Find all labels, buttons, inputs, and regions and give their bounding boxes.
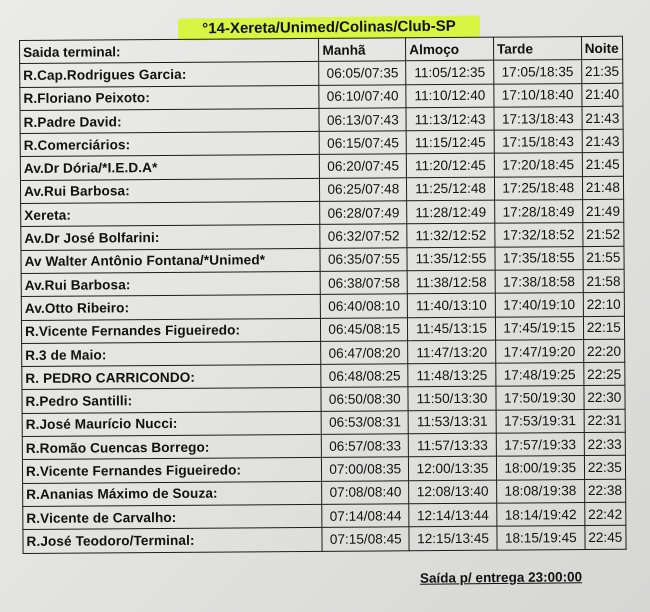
- tarde-times: 17:50/19:30: [496, 386, 584, 410]
- noite-time: 21:49: [582, 199, 624, 223]
- noite-time: 22:25: [583, 362, 625, 386]
- stop-name: R.Floriano Peixoto:: [20, 85, 320, 110]
- noite-time: 22:45: [585, 526, 627, 550]
- noite-time: 22:30: [584, 386, 626, 410]
- tarde-times: 17:45/19:15: [495, 316, 583, 340]
- tarde-times: 18:08/19:38: [496, 479, 584, 503]
- tarde-times: 17:10/18:40: [494, 83, 582, 107]
- tarde-times: 17:53/19:31: [496, 409, 584, 433]
- delivery-departure-note: Saída p/ entrega 23:00:00: [419, 569, 583, 586]
- tarde-times: 18:15/19:45: [497, 526, 585, 550]
- noite-time: 21:35: [581, 60, 623, 84]
- manha-times: 06:15/07:45: [320, 131, 407, 155]
- almoco-times: 11:48/13:25: [408, 363, 496, 387]
- noite-time: 22:38: [584, 479, 626, 503]
- almoco-times: 12:14/13:44: [409, 503, 497, 527]
- almoco-times: 11:40/13:10: [407, 293, 495, 317]
- stop-name: R.Romão Cuencas Borrego:: [22, 434, 322, 459]
- manha-times: 06:53/08:31: [322, 411, 409, 435]
- almoco-times: 11:50/13:30: [408, 387, 496, 411]
- stop-name: R.Padre David:: [20, 108, 320, 133]
- stop-name: Av.Otto Ribeiro:: [21, 295, 321, 320]
- manha-times: 06:48/08:25: [321, 364, 408, 388]
- noite-time: 21:43: [582, 106, 624, 130]
- tarde-times: 18:00/19:35: [496, 456, 584, 480]
- tarde-times: 17:47/19:20: [495, 339, 583, 363]
- manha-times: 06:05/07:35: [319, 61, 406, 85]
- stop-name: R.José Teodoro/Terminal:: [23, 528, 323, 553]
- manha-times: 07:14/08:44: [322, 504, 409, 528]
- stop-name: Av.Dr Dória/*I.E.D.A*: [20, 155, 320, 180]
- noite-time: 22:31: [584, 409, 626, 433]
- header-manha: Manhã: [319, 38, 406, 62]
- noite-time: 21:52: [582, 223, 624, 247]
- stop-name: Av.Rui Barbosa:: [20, 178, 320, 203]
- stop-name: R.Pedro Santilli:: [22, 388, 322, 413]
- tarde-times: 17:38/18:58: [495, 270, 583, 294]
- manha-times: 06:35/07:55: [320, 247, 407, 271]
- tarde-times: 18:14/19:42: [497, 503, 585, 527]
- tarde-times: 17:48/19:25: [496, 363, 584, 387]
- stop-name: Xereta:: [21, 201, 321, 226]
- manha-times: 06:38/07:58: [321, 271, 408, 295]
- manha-times: 07:15/08:45: [322, 527, 409, 551]
- almoco-times: 11:20/12:45: [406, 154, 494, 178]
- almoco-times: 11:28/12:49: [407, 200, 495, 224]
- manha-times: 06:25/07:48: [320, 178, 407, 202]
- manha-times: 06:28/07:49: [320, 201, 407, 225]
- manha-times: 06:47/08:20: [321, 341, 408, 365]
- stop-name: R.Cap.Rodrigues Garcia:: [20, 62, 320, 87]
- header-noite: Noite: [581, 36, 623, 60]
- tarde-times: 17:15/18:43: [494, 130, 582, 154]
- tarde-times: 17:20/18:45: [494, 153, 582, 177]
- manha-times: 07:08/08:40: [322, 480, 409, 504]
- tarde-times: 17:05/18:35: [494, 60, 582, 84]
- almoco-times: 11:05/12:35: [406, 60, 494, 84]
- manha-times: 06:20/07:45: [320, 154, 407, 178]
- stop-name: R.Vicente Fernandes Figueiredo:: [21, 318, 321, 343]
- almoco-times: 11:35/12:55: [407, 247, 495, 271]
- tarde-times: 17:57/19:33: [496, 433, 584, 457]
- tarde-times: 17:25/18:48: [494, 176, 582, 200]
- stop-name: R. PEDRO CARRICONDO:: [22, 365, 322, 390]
- tarde-times: 17:35/18:55: [495, 246, 583, 270]
- noite-time: 21:45: [582, 153, 624, 177]
- manha-times: 06:57/08:33: [322, 434, 409, 458]
- manha-times: 06:32/07:52: [320, 224, 407, 248]
- manha-times: 06:45/08:15: [321, 317, 408, 341]
- header-stop: Saida terminal:: [20, 38, 320, 63]
- noite-time: 21:48: [582, 176, 624, 200]
- header-almoco: Almoço: [406, 37, 494, 61]
- almoco-times: 11:47/13:20: [408, 340, 496, 364]
- noite-time: 22:33: [584, 432, 626, 456]
- manha-times: 06:10/07:40: [319, 84, 406, 108]
- almoco-times: 12:15/13:45: [409, 526, 497, 550]
- manha-times: 07:00/08:35: [322, 457, 409, 481]
- tarde-times: 17:40/19:10: [495, 293, 583, 317]
- manha-times: 06:13/07:43: [319, 108, 406, 132]
- manha-times: 06:40/08:10: [321, 294, 408, 318]
- table-row: [23, 526, 626, 554]
- header-tarde: Tarde: [493, 37, 581, 61]
- noite-time: 22:20: [583, 339, 625, 363]
- noite-time: 22:42: [584, 502, 626, 526]
- stop-name: Av.Rui Barbosa:: [21, 271, 321, 296]
- schedule-table: [19, 36, 627, 554]
- stop-name: Av.Dr José Bolfarini:: [21, 225, 321, 250]
- noite-time: 22:15: [583, 316, 625, 340]
- almoco-times: 11:25/12:48: [407, 177, 495, 201]
- noite-time: 21:43: [582, 129, 624, 153]
- almoco-times: 12:08/13:40: [409, 480, 497, 504]
- almoco-times: 11:38/12:58: [407, 270, 495, 294]
- noite-time: 22:10: [583, 293, 625, 317]
- almoco-times: 11:10/12:40: [406, 84, 494, 108]
- tarde-times: 17:28/18:49: [495, 200, 583, 224]
- almoco-times: 11:57/13:33: [408, 433, 496, 457]
- noite-time: 21:58: [583, 269, 625, 293]
- almoco-times: 11:53/13:31: [408, 410, 496, 434]
- almoco-times: 11:15/12:45: [406, 130, 494, 154]
- noite-time: 21:40: [581, 83, 623, 107]
- stop-name: R.Comerciários:: [20, 132, 320, 157]
- almoco-times: 12:00/13:35: [409, 457, 497, 481]
- stop-name: R.Vicente Fernandes Figueiredo:: [22, 458, 322, 483]
- noite-time: 22:35: [584, 456, 626, 480]
- manha-times: 06:50/08:30: [321, 387, 408, 411]
- stop-name: R.Vicente de Carvalho:: [23, 504, 323, 529]
- tarde-times: 17:32/18:52: [495, 223, 583, 247]
- tarde-times: 17:13/18:43: [494, 106, 582, 130]
- stop-name: R.Ananias Máximo de Souza:: [23, 481, 323, 506]
- stop-name: Av Walter Antônio Fontana/*Unimed*: [21, 248, 321, 273]
- stop-name: R.José Maurício Nucci:: [22, 411, 322, 436]
- almoco-times: 11:32/12:52: [407, 224, 495, 248]
- stop-name: R.3 de Maio:: [22, 341, 322, 366]
- almoco-times: 11:45/13:15: [408, 317, 496, 341]
- noite-time: 21:55: [583, 246, 625, 270]
- route-title: °14-Xereta/Unimed/Colinas/Club-SP: [178, 15, 480, 40]
- almoco-times: 11:13/12:43: [406, 107, 494, 131]
